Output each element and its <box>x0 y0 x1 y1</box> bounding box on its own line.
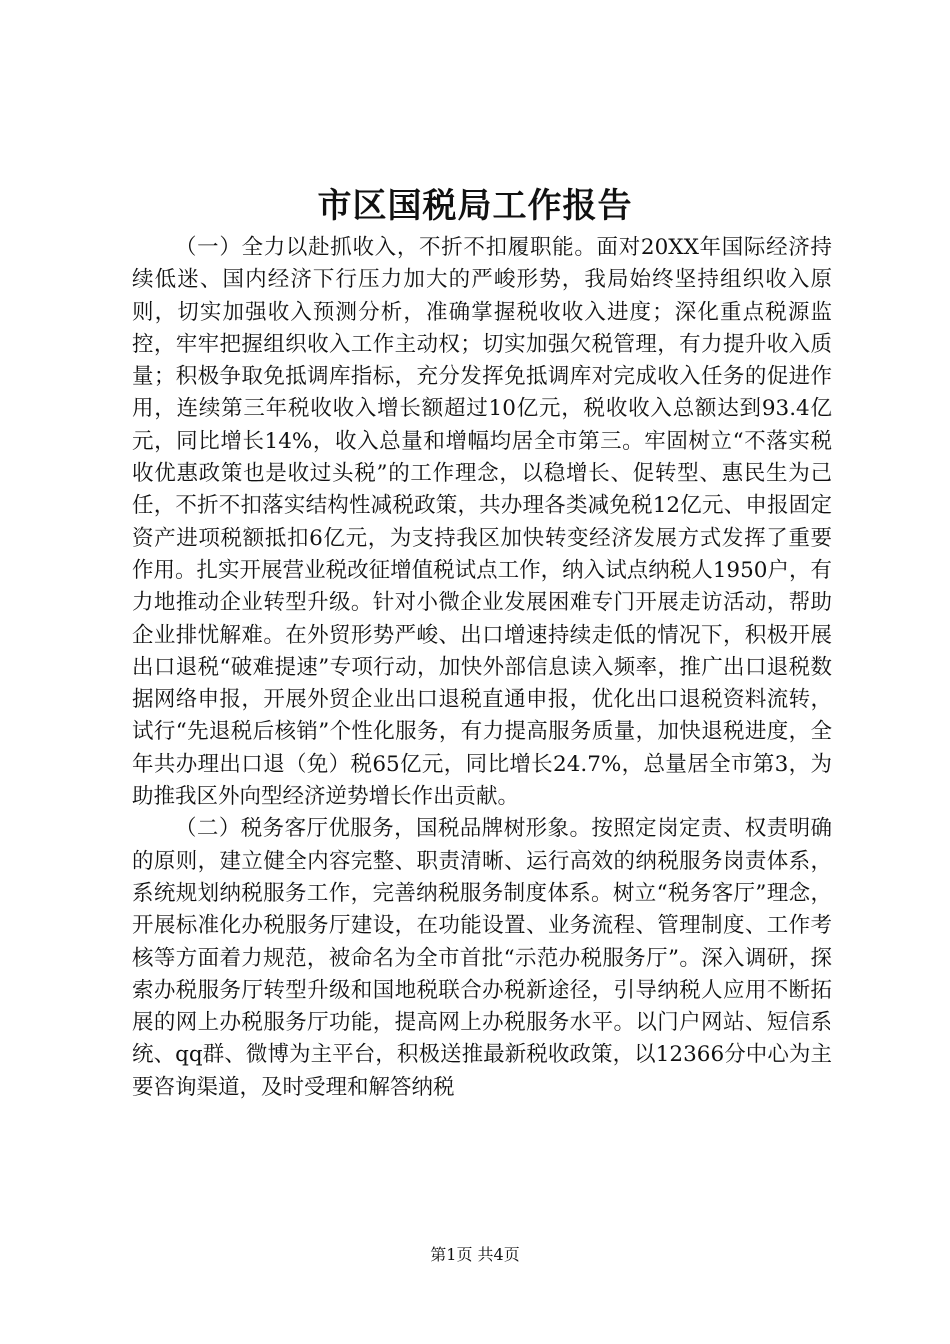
document-body <box>132 232 832 1104</box>
paragraph-2: （二）税务客厅优服务，国税品牌树形象。按照定岗定责、权责明确的原则，建立健全内容完整、职责清晰、运行高效的纳税服务岗责体系，系统规划纳税服务工作，完善纳税服务制度体系。树立“税务客厅”理念，开展标准化办税服务厅建设，在功能设置、业务流程、管理制度、工作考核等方面着力规范，被命名为全市首批“示范办税服务厅”。深入调研，探索办税服务厅转型升级和国地税联合办税新途径，引导纳税人应用不断拓展的网上办税服务厅功能，提高网上办税服务水平。以门户网站、短信系统、qq群、微博为主平台，积极送推最新税收政策，以12366分中心为主要咨询渠道，及时受理和解答纳税 <box>132 816 832 1100</box>
document-title: 市区国税局工作报告 <box>317 186 633 226</box>
page-footer: 第1页 共4页 <box>430 1245 520 1264</box>
paragraph-1: （一）全力以赴抓收入，不折不扣履职能。面对20XX年国际经济持续低迷、国内经济下行压力加大的严峻形势，我局始终坚持组织收入原则，切实加强收入预测分析，准确掌握税收收入进度；深化重点税源监控，牢牢把握组织收入工作主动权；切实加强欠税管理，有力提升收入质量；积极争取免抵调库指标，充分发挥免抵调库对完成收入任务的促进作用，连续第三年税收收入增长额超过10亿元，税收收入总额达到93.4亿元，同比增长14%，收入总量和增幅均居全市第三。牢固树立“不落实税收优惠政策也是收过头税”的工作理念，以稳增长、促转型、惠民生为己任，不折不扣落实结构性减税政策，共办理各类减免税12亿元、申报固定资产进项税额抵扣6亿元，为支持我区加快转变经济发展方式发挥了重要作用。扎实开展营业税改征增值税试点工作，纳入试点纳税人1950户，有力地推动企业转型升级。针对小微企业发展困难专门开展走访活动，帮助企业排忧解难。在外贸形势严峻、出口增速持续走低的情况下，积极开展出口退税“破难提速”专项行动，加快外部信息读入频率，推广出口退税数据网络申报，开展外贸企业出口退税直通申报，优化出口退税资料流转，试行“先退税后核销”个性化服务，有力提高服务质量，加快退税进度，全年共办理出口退（免）税65亿元，同比增长24.7%，总量居全市第3，为助推我区外向型经济逆势增长作出贡献。 <box>132 235 832 810</box>
